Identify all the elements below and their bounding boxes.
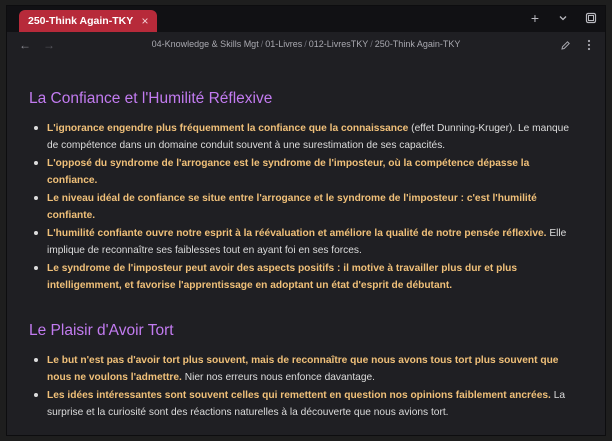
tab-actions	[527, 10, 599, 26]
arrow-right-icon[interactable]: →	[43, 38, 55, 52]
nav-bar	[7, 32, 605, 58]
section-heading: La Confiance et l'Humilité Réflexive	[29, 90, 273, 107]
app-window	[6, 5, 606, 436]
breadcrumb-item[interactable]: 012-LivresTKY	[308, 39, 369, 49]
breadcrumb-item[interactable]: 04-Knowledge & Skills Mgt	[151, 39, 259, 49]
breadcrumb-item-current[interactable]: 250-Think Again-TKY	[374, 39, 461, 49]
tab-title: 250-Think Again-TKY	[28, 15, 134, 27]
window-icon[interactable]	[583, 10, 599, 26]
chevron-down-icon[interactable]	[555, 10, 571, 26]
list-item: Les idées intéressantes sont souvent celles qui remettent en question nos opinions faiblement ancrées. La surprise et la curiosité sont des réactions naturelles à la découverte que nous avions tort.	[29, 387, 575, 421]
plus-icon[interactable]: +	[530, 10, 540, 26]
pencil-icon[interactable]	[557, 37, 573, 53]
tab-bar	[7, 6, 605, 32]
list-item: Le but n'est pas d'avoir tort plus souvent, mais de reconnaître que nous avons tous tort plus souvent que nous ne voulons l'admettre. Nier nos erreurs nous enfonce davantage.	[29, 352, 575, 386]
breadcrumb: 04-Knowledge & Skills Mgt / 01-Livres / 012-LivresTKY / 250-Think Again-TKY	[151, 39, 461, 49]
list-item: Le syndrome de l'imposteur peut avoir des aspects positifs : il motive à travailler plus dur et plus intelligemment, et favorise l'apprentissage en adoptant un état d'esprit de débutant.	[29, 260, 575, 294]
bullet-list	[29, 352, 575, 422]
tab-active[interactable]	[19, 10, 157, 32]
section-heading: Le Plaisir d'Avoir Tort	[29, 322, 174, 339]
close-icon[interactable]: ×	[141, 14, 149, 28]
list-item: L'humilité confiante ouvre notre esprit à la réévaluation et améliore la qualité de notre pensée réflexive. Elle implique de reconnaître ses faiblesses tout en ayant foi en ses forces.	[29, 225, 575, 259]
note-content	[7, 58, 605, 435]
nav-right-actions	[557, 37, 597, 53]
bullet-list	[29, 120, 575, 295]
list-item: Le niveau idéal de confiance se situe entre l'arrogance et le syndrome de l'imposteur : c'est l'humilité confiante.	[29, 190, 575, 224]
breadcrumb-item[interactable]: 01-Livres	[265, 39, 303, 49]
arrow-left-icon[interactable]: ←	[19, 38, 31, 52]
list-item: L'opposé du syndrome de l'arrogance est le syndrome de l'imposteur, où la compétence dépasse la confiance.	[29, 155, 575, 189]
list-item: L'ignorance engendre plus fréquemment la confiance que la connaissance (effet Dunning-Kruger). Le manque de compétence dans un domaine conduit souvent à une surestimation de ses capacités.	[29, 120, 575, 154]
more-options-icon[interactable]	[581, 37, 597, 53]
